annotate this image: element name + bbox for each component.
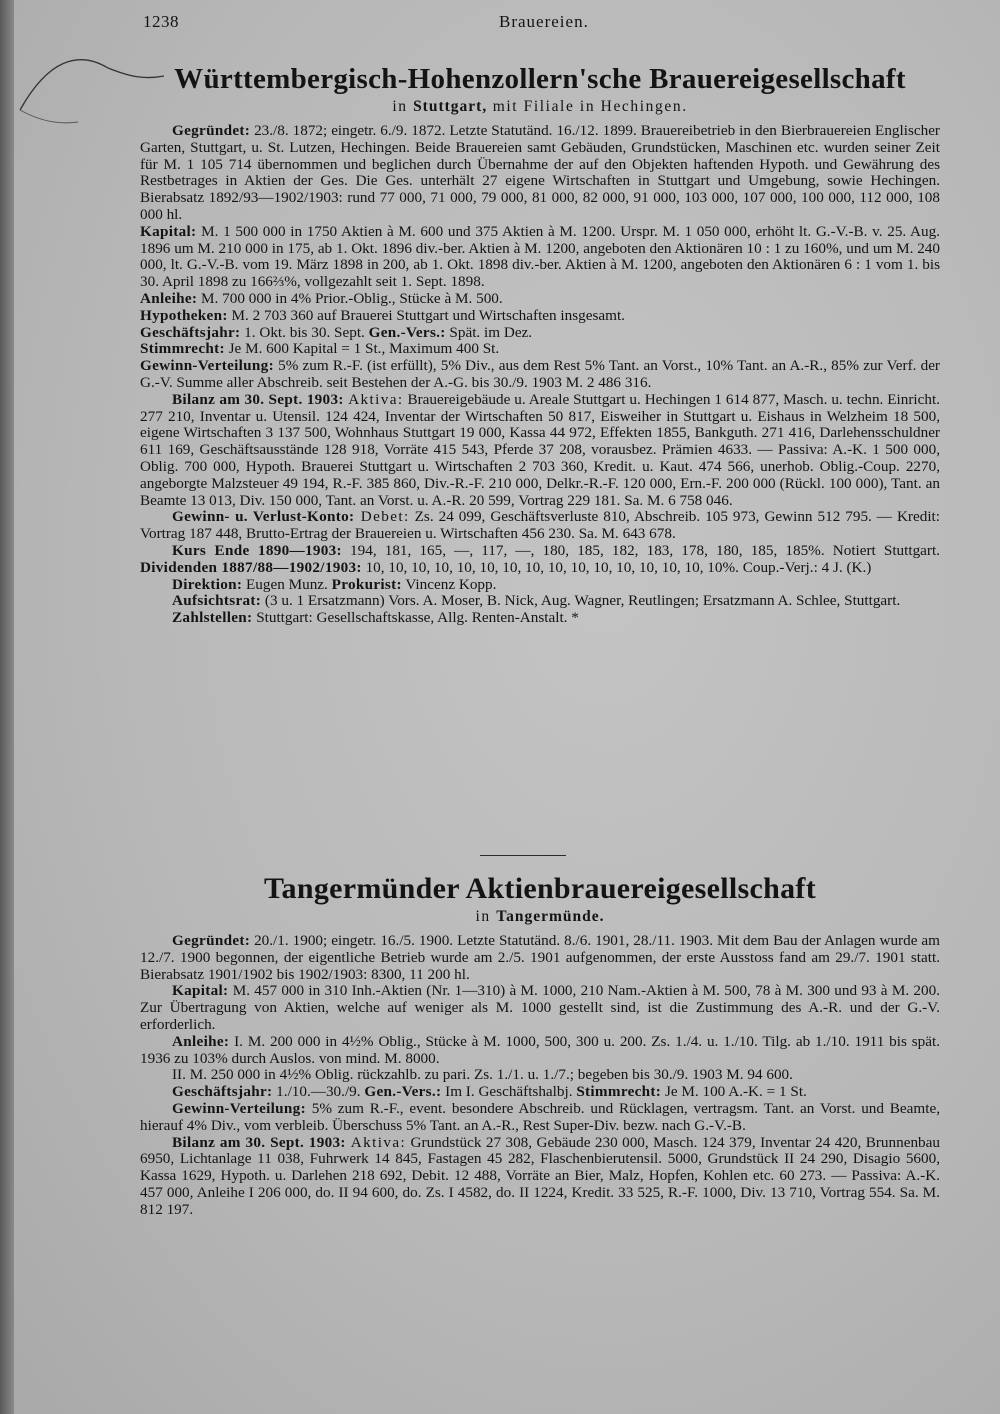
section-gv-konto	[140, 509, 940, 543]
section-direktion	[140, 577, 940, 594]
location-prefix: in	[475, 908, 497, 925]
company-entry-1	[140, 60, 940, 627]
page-number: 1238	[143, 12, 179, 31]
section-hypotheken	[140, 308, 940, 325]
section-anleihe	[140, 291, 940, 308]
location-city: Stuttgart,	[413, 98, 488, 115]
section-text-2: Vincenz Kopp.	[401, 575, 497, 593]
section-label: Gewinn- u. Verlust-Konto:	[172, 508, 355, 526]
section-text: 5% zum R.-F. (ist erfüllt), 5% Div., aus dem Rest 5% Tant. an Vorst., 10% Tant. an A.-R., 85% zur Verf. der G.-V. Summe aller Abschreib. seit Bestehen der A.-G. bis 30./9. 1903 M. 2 486 316.	[140, 357, 940, 391]
section-label: Stimmrecht:	[140, 340, 225, 358]
section-label-2: Dividenden 1887/88—1902/1903:	[140, 558, 362, 576]
section-kapital	[140, 983, 940, 1033]
section-label: Geschäftsjahr:	[172, 1083, 273, 1101]
section-label: Kapital:	[172, 982, 229, 1000]
section-label: Bilanz am 30. Sept. 1903:	[172, 1133, 346, 1151]
section-spaced: Aktiva:	[345, 1133, 407, 1151]
section-text: 23./8. 1872; eingetr. 6./9. 1872. Letzte Statutänd. 16./12. 1899. Brauereibetrieb in den Bierbrauereien Englischer Garten, Stuttgart, u. St. Lutzen, Hechingen. Beide Brauereien samt Gebäuden, Grundstücken, Maschinen etc. wurden seiner Zeit für M. 1 105 714 übernommen und beglichen durch Übernahme der auf den Objekten haftenden Hypoth. und Gewährung des Restbetrages in Aktien der Ges. Die Ges. unterhält 27 eigene Wirtschaften in Stuttgart und Umgebung, sowie Hechingen. Bierabsatz 1892/93—1902/1903: rund 77 000, 71 000, 79 000, 81 000, 82 000, 91 000, 103 000, 107 000, 100 000, 112 000, 108 000 hl.	[140, 122, 940, 223]
company-body	[140, 123, 940, 627]
section-label: Zahlstellen:	[172, 609, 253, 627]
section-text: 1./10.—30./9.	[272, 1083, 365, 1101]
section-text: Zs. 24 099, Geschäftsverluste 810, Abschreib. 105 973, Gewinn 512 795. — Kredit: Vortrag 187 448, Brutto-Ertrag der Brauereien u. Wirtschaften 456 230. Sa. M. 643 678.	[140, 508, 940, 543]
scan-edge	[0, 0, 14, 1414]
section-label: Geschäftsjahr:	[140, 323, 241, 341]
section-text: I. M. 200 000 in 4½% Oblig., Stücke à M. 1000, 500, 300 u. 200. Zs. 1./4. u. 1./10. Tilg. ab 1./10. 1911 bis spät. 1936 zu 103% durch Auslos. von mind. M. 8000.	[140, 1032, 940, 1067]
section-kurs	[140, 543, 940, 577]
section-spaced: Debet:	[354, 508, 410, 526]
section-anleihe-2	[140, 1067, 940, 1084]
section-label-2: Gen.-Vers.:	[368, 323, 446, 341]
section-anleihe	[140, 1034, 940, 1068]
section-label: Bilanz am 30. Sept. 1903:	[172, 390, 344, 408]
section-text-2: 10, 10, 10, 10, 10, 10, 10, 10, 10, 10, 10, 10, 10, 10, 10, 10%. Coup.-Verj.: 4 J. (K.)	[361, 558, 872, 576]
section-gewinn-verteilung	[140, 1101, 940, 1135]
section-text: 5% zum R.-F., event. besondere Abschreib. und Rücklagen, vertragsm. Tant. an Vorst. und Beamte, hierauf 4% Div., vom verbleib. Überschuss 5% Tant. an A.-R., Rest Super-Div. bezw. nach G.-V.-B.	[140, 1099, 940, 1134]
section-label: Gewinn-Verteilung:	[172, 1099, 306, 1117]
page-header	[143, 12, 943, 38]
section-geschaeftsjahr	[140, 325, 940, 342]
section-label-3: Stimmrecht:	[576, 1083, 662, 1101]
section-label: Aufsichtsrat:	[172, 592, 262, 610]
section-text: M. 700 000 in 4% Prior.-Oblig., Stücke à M. 500.	[197, 289, 503, 307]
section-gegruendet	[140, 933, 940, 983]
location-city: Tangermünde.	[496, 908, 605, 925]
section-label: Anleihe:	[172, 1032, 230, 1050]
company-location	[140, 908, 940, 926]
section-text: Stuttgart: Gesellschaftskasse, Allg. Renten-Anstalt. *	[252, 609, 579, 627]
section-label: Gegründet:	[172, 932, 251, 949]
section-bilanz	[140, 392, 940, 510]
section-text: M. 1 500 000 in 1750 Aktien à M. 600 und 375 Aktien à M. 1200. Urspr. M. 1 050 000, erhöht lt. G.-V.-B. v. 25. Aug. 1896 um M. 210 000 in 175, ab 1. Okt. 1896 div.-ber. Aktien à M. 1200, angeboten den Aktionären 10 : 1 zu 160%, und um M. 240 000, lt. G.-V.-B. vom 19. März 1898 in 200, ab 1. Okt. 1898 div.-ber. Aktien à M. 1200, angeboten den Aktionären 6 : 1 vom 1. bis 30. April 1898 zu 166⅔%, vollgezahlt seit 1. Sept. 1898.	[140, 222, 940, 291]
company-title: Tangermünder Aktienbrauereigesellschaft	[264, 872, 816, 905]
section-label: Gewinn-Verteilung:	[140, 357, 274, 375]
section-bilanz	[140, 1135, 940, 1219]
company-location	[140, 98, 940, 116]
company-body	[140, 933, 940, 1219]
section-label-2: Prokurist:	[331, 575, 402, 593]
section-label: Kurs Ende 1890—1903:	[172, 541, 342, 559]
section-text: M. 2 703 360 auf Brauerei Stuttgart und Wirtschaften insgesamt.	[227, 306, 625, 324]
location-suffix: mit Filiale in Hechingen.	[487, 98, 688, 115]
section-text: (3 u. 1 Ersatzmann) Vors. A. Moser, B. Nick, Aug. Wagner, Reutlingen; Ersatzmann A. Schlee, Stuttgart.	[261, 592, 901, 610]
section-text: 20./1. 1900; eingetr. 16./5. 1900. Letzte Statutänd. 8./6. 1901, 28./11. 1903. Mit dem Bau der Anlagen wurde am 12./7. 1900 begonnen, der eigentliche Betrieb wurde am 2./5. 1901 aufgenommen, der erste Ausstoss fand am 29./7. 1901 statt. Bierabsatz 1901/1902 bis 1902/1903: 8300, 11 200 hl.	[140, 932, 940, 983]
section-text: Brauereigebäude u. Areale Stuttgart u. Hechingen 1 614 877, Masch. u. techn. Einricht. 277 210, Inventar u. Utensil. 124 424, Inventar der Wirtschaften 50 817, Eisweiher in Stuttgart u. Eishaus in Welzheim 18 500, eigene Wirtschaften 3 137 500, Wohnhaus Stuttgart 19 000, Kassa 44 972, Effekten 1855, Bankguth. 271 416, Darlehensschuldner 611 169, Geschäftsausstände 128 918, Vorräte 415 543, Pferde 37 208, vorausbez. Prämien 4633. — Passiva: A.-K. 1 500 000, Oblig. 700 000, Hypoth. Brauerei Stuttgart u. Wirtschaften 2 703 360, Kredit. u. Kaut. 474 566, unerhob. Oblig.-Coup. 2270, angeborgte Malzsteuer 49 194, R.-F. 385 860, Div.-R.-F. 210 000, Delkr.-R.-F. 120 000, Ern.-F. 200 000 (Rückl. 100 000), Tant. an Beamte 13 013, Div. 150 000, Tant. an Vorst. u. A.-R. 20 599, Vortrag 229 181. Sa. M. 6 758 046.	[140, 390, 940, 509]
section-text-2: Spät. im Dez.	[445, 323, 533, 341]
company-title: Württembergisch-Hohenzollern'sche Brauereigesellschaft	[174, 63, 906, 95]
section-aufsichtsrat	[140, 593, 940, 610]
section-gewinn-verteilung	[140, 358, 940, 392]
section-text-3: Je M. 100 A.-K. = 1 St.	[661, 1083, 807, 1101]
section-text: Eugen Munz.	[242, 575, 332, 593]
running-head: Brauereien.	[499, 12, 589, 31]
section-spaced: Aktiva:	[343, 390, 404, 408]
section-text: Grundstück 27 308, Gebäude 230 000, Masch. 124 379, Inventar 24 420, Brunnenbau 6950, Lichtanlage 11 038, Fuhrwerk 14 845, Fastagen 45 282, Flaschenbierutensil. 5000, Grundstück II 24 290, Disagio 5600, Kassa 1629, Hypoth. u. Darlehen 218 692, Debit. 12 488, Vorräte an Bier, Malz, Hopfen, Kohlen etc. 60 273. — Passiva: A.-K. 457 000, Anleihe I 206 000, do. II 94 600, do. Zs. I 4582, do. II 1224, Kredit. 33 525, R.-F. 1000, Div. 13 710, Vortrag 554. Sa. M. 812 197.	[140, 1133, 940, 1218]
section-kapital	[140, 224, 940, 291]
section-text: II. M. 250 000 in 4½% Oblig. rückzahlb. zu pari. Zs. 1./1. u. 1./7.; begeben bis 30./9. 1903 M. 94 600.	[172, 1066, 793, 1084]
section-label: Hypotheken:	[140, 306, 228, 324]
section-label: Direktion:	[172, 575, 243, 593]
section-zahlstellen	[140, 610, 940, 627]
company-entry-2	[140, 870, 940, 1219]
section-text: M. 457 000 in 310 Inh.-Aktien (Nr. 1—310) à M. 1000, 210 Nam.-Aktien à M. 500, 78 à M. 300 und 93 à M. 200. Zur Übertragung von Aktien, welche auf weniger als M. 1000 gestellt sind, ist die Zustimmung des A.-R. und der G.-V. erforderlich.	[140, 982, 940, 1033]
section-text: 1. Okt. bis 30. Sept.	[240, 323, 369, 341]
section-stimmrecht	[140, 341, 940, 358]
section-divider	[480, 855, 566, 856]
section-text-2: Im I. Geschäftshalbj.	[441, 1083, 577, 1101]
section-gegruendet	[140, 123, 940, 224]
section-label-2: Gen.-Vers.:	[364, 1083, 442, 1101]
section-geschaeftsjahr	[140, 1084, 940, 1101]
section-label: Anleihe:	[140, 289, 198, 307]
section-label: Gegründet:	[172, 122, 251, 139]
section-text: Je M. 600 Kapital = 1 St., Maximum 400 St.	[224, 340, 500, 358]
section-label: Kapital:	[140, 222, 197, 240]
section-text: 194, 181, 165, —, 117, —, 180, 185, 182, 183, 178, 180, 185, 185%. Notiert Stuttgart.	[341, 541, 941, 559]
location-prefix: in	[392, 98, 414, 115]
